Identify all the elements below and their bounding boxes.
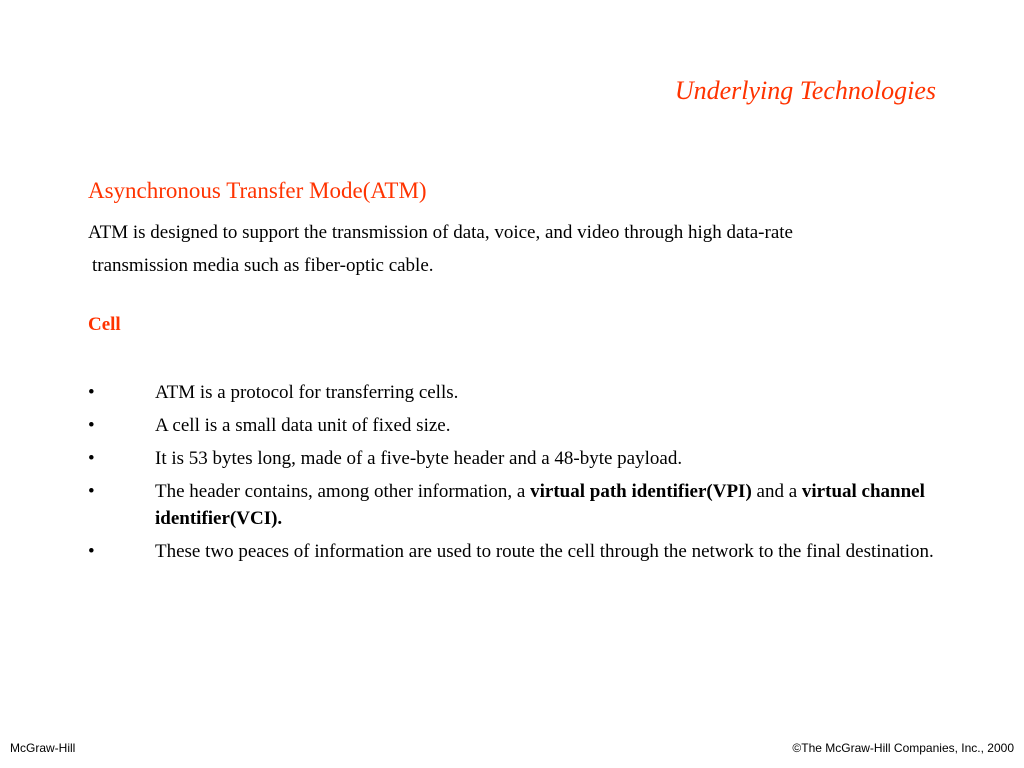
intro-line-1: ATM is designed to support the transmission of data, voice, and video through high data-rate bbox=[88, 222, 793, 243]
cell-subheading: Cell bbox=[88, 314, 121, 335]
vpi-term: virtual path identifier(VPI) bbox=[530, 481, 752, 502]
bullet-item-4 bbox=[88, 478, 948, 532]
bullet-marker: • bbox=[88, 415, 95, 436]
bullet-marker: • bbox=[88, 541, 95, 562]
intro-paragraph bbox=[88, 216, 948, 282]
bullet-marker: • bbox=[88, 448, 95, 469]
intro-line-2: transmission media such as fiber-optic cable. bbox=[92, 255, 434, 276]
bullet-text: A cell is a small data unit of fixed size. bbox=[155, 415, 451, 436]
bullet-marker: • bbox=[88, 382, 95, 403]
bullet-text bbox=[155, 481, 925, 529]
bullet-text: These two peaces of information are used to route the cell through the network to the final destination. bbox=[155, 541, 934, 562]
section-heading: Asynchronous Transfer Mode(ATM) bbox=[88, 178, 427, 203]
bullet-marker: • bbox=[88, 481, 95, 502]
slide-title: Underlying Technologies bbox=[674, 76, 936, 105]
bullet-text-pre: The header contains, among other information, a bbox=[155, 481, 531, 502]
vci-term: virtual channel identifier(VCI). bbox=[155, 481, 925, 529]
bullet-item-2 bbox=[88, 412, 948, 439]
bullet-item-1 bbox=[88, 379, 948, 406]
bullet-item-5 bbox=[88, 538, 948, 565]
bullet-text: ATM is a protocol for transferring cells. bbox=[155, 382, 459, 403]
footer-copyright: ©The McGraw-Hill Companies, Inc., 2000 bbox=[792, 741, 1014, 755]
bullet-text: It is 53 bytes long, made of a five-byte header and a 48-byte payload. bbox=[155, 448, 683, 469]
bullet-list bbox=[88, 379, 948, 571]
footer-publisher: McGraw-Hill bbox=[10, 741, 76, 755]
bullet-item-3 bbox=[88, 445, 948, 472]
bullet-text-mid: and a bbox=[751, 481, 802, 502]
